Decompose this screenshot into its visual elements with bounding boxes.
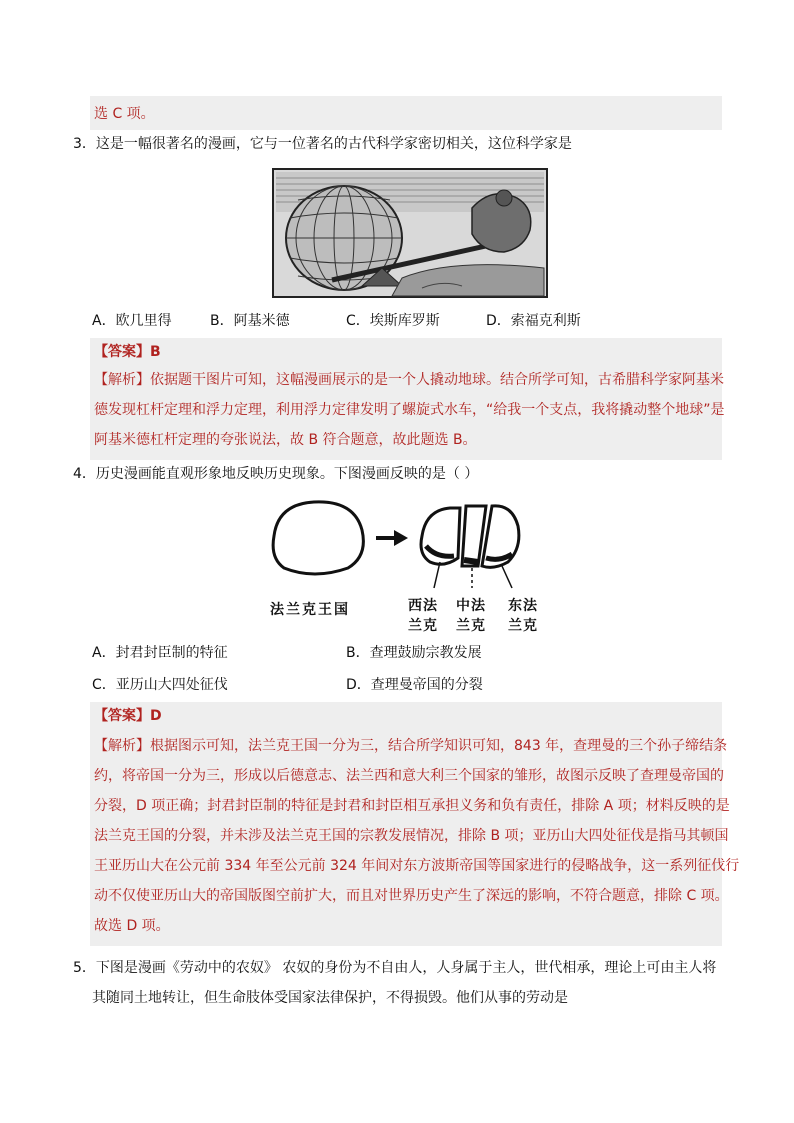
part-label-line: 西法	[408, 598, 438, 614]
q3-answer-box	[90, 338, 725, 460]
part-label-line: 中法	[456, 598, 486, 614]
q4-analysis-line: 王亚历山大在公元前 334 年至公元前 324 年间对东方波斯帝国等国家进行的侵略战争，这一系列征伐行	[94, 858, 740, 874]
q3-option-a[interactable]: A．欧几里得	[92, 313, 172, 329]
q4-option-d[interactable]: D．查理曼帝国的分裂	[346, 677, 483, 693]
q3-analysis-line: 阿基米德杠杆定理的夸张说法，故 B 符合题意，故此题选 B。	[94, 432, 477, 448]
q3-option-b[interactable]: B．阿基米德	[210, 313, 290, 329]
q3-analysis-line: 德发现杠杆定理和浮力定理，利用浮力定律发明了螺旋式水车，“给我一个支点，我将撬动整个地球”是	[94, 402, 725, 418]
question-5-stem-line: 5．下图是漫画《劳动中的农奴》 农奴的身份为不自由人，人身属于主人，世代相承，理论上可由主人将	[73, 960, 717, 976]
part-label-line: 兰克	[508, 618, 538, 634]
question-5-stem-line: 其随同土地转让，但生命肢体受国家法律保护，不得损毁。他们从事的劳动是	[92, 990, 568, 1006]
q3-answer-label: 【答案】B	[94, 344, 161, 360]
part-label-line: 兰克	[408, 618, 438, 634]
q3-analysis-line: 【解析】依据题干图片可知，这幅漫画展示的是一个人撬动地球。结合所学可知，古希腊科学家阿基米	[94, 372, 724, 388]
q3-option-c[interactable]: C．埃斯库罗斯	[346, 313, 440, 329]
previous-answer-box	[90, 96, 722, 130]
q4-analysis-line: 分裂，D 项正确；封君封臣制的特征是封君和封臣相互承担义务和负有责任，排除 A 项；材料反映的是	[94, 798, 730, 814]
frankish-kingdom-label: 法兰克王国	[270, 602, 350, 618]
part-label-line: 东法	[508, 598, 538, 614]
question-4-stem: 4．历史漫画能直观形象地反映历史现象。下图漫画反映的是（ ）	[73, 466, 479, 482]
question-3-stem: 3．这是一幅很著名的漫画，它与一位著名的古代科学家密切相关，这位科学家是	[73, 136, 572, 152]
west-francia-label	[408, 596, 438, 636]
q4-analysis-line: 动不仅使亚历山大的帝国版图空前扩大，而且对世界历史产生了深远的影响，不符合题意，排除 C 项。	[94, 888, 729, 904]
q4-answer-label: 【答案】D	[94, 708, 162, 724]
previous-answer-text: 选 C 项。	[94, 106, 155, 122]
q4-analysis-line: 法兰克王国的分裂，并未涉及法兰克王国的宗教发展情况，排除 B 项；亚历山大四处征伐是指马其顿国	[94, 828, 729, 844]
q3-option-d[interactable]: D．索福克利斯	[486, 313, 581, 329]
middle-francia-label	[456, 596, 486, 636]
q4-option-b[interactable]: B．查理鼓励宗教发展	[346, 645, 482, 661]
q4-option-a[interactable]: A．封君封臣制的特征	[92, 645, 228, 661]
archimedes-cartoon-image	[272, 168, 548, 298]
q4-analysis-line: 故选 D 项。	[94, 918, 170, 934]
q4-analysis-line: 【解析】根据图示可知，法兰克王国一分为三，结合所学知识可知，843 年，查理曼的三个孙子缔结条	[94, 738, 728, 754]
q4-analysis-line: 约，将帝国一分为三，形成以后德意志、法兰西和意大利三个国家的雏形，故图示反映了查理曼帝国的	[94, 768, 724, 784]
q4-option-c[interactable]: C．亚历山大四处征伐	[92, 677, 228, 693]
archimedes-lever-cartoon	[272, 168, 548, 298]
q4-answer-box	[90, 702, 740, 946]
part-label-line: 兰克	[456, 618, 486, 634]
east-francia-label	[508, 596, 538, 636]
frankish-kingdom-division-figure	[264, 496, 554, 640]
